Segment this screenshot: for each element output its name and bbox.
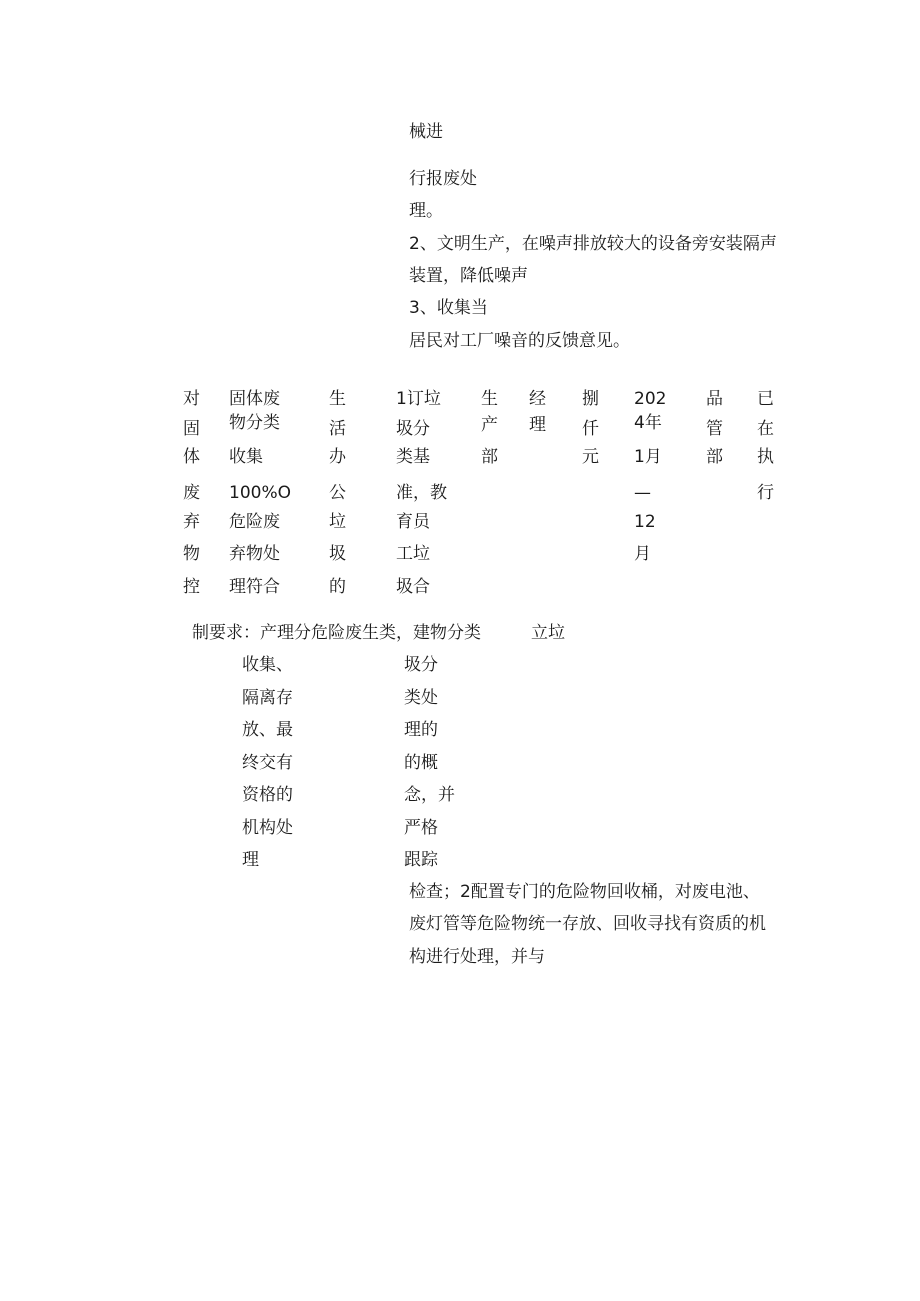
- table-cell: 的: [329, 577, 346, 597]
- text-line: 理的: [404, 720, 438, 740]
- table-cell: 圾合: [396, 577, 430, 597]
- table-cell: 弃物处: [229, 544, 280, 564]
- table-cell: 弃: [183, 512, 200, 532]
- table-cell: 工垃: [396, 544, 430, 564]
- table-cell: 控: [183, 577, 200, 597]
- text-line: 终交有: [242, 753, 293, 773]
- text-line: 严格: [404, 818, 438, 838]
- table-cell: 垃: [329, 512, 346, 532]
- table-cell: 固体废: [229, 389, 280, 409]
- text-line: 收集、: [242, 655, 293, 675]
- table-cell: 办: [329, 447, 346, 467]
- text-line: 2、文明生产，在噪声排放较大的设备旁安装隔声: [409, 234, 777, 254]
- text-line: 放、最: [242, 720, 293, 740]
- text-line: 的概: [404, 753, 438, 773]
- text-line: 3、收集当: [409, 298, 488, 318]
- table-cell: 理: [529, 415, 546, 435]
- table-cell: 100%O: [229, 483, 291, 503]
- table-cell: 执: [757, 447, 774, 467]
- table-cell: 部: [706, 447, 723, 467]
- table-cell: 管: [706, 419, 723, 439]
- table-cell: 捌: [582, 389, 599, 409]
- table-cell: 经: [529, 389, 546, 409]
- table-cell: 产: [481, 415, 498, 435]
- table-cell: 物: [183, 544, 200, 564]
- table-cell: 固: [183, 419, 200, 439]
- table-cell: 202: [634, 389, 667, 409]
- table-cell: 体: [183, 447, 200, 467]
- text-line: 检查；2配置专门的危险物回收桶，对废电池、: [409, 882, 760, 902]
- text-line: 居民对工厂噪音的反馈意见。: [409, 331, 630, 351]
- table-cell: 已: [757, 389, 774, 409]
- text-line: 理: [242, 850, 259, 870]
- table-cell: 1订垃: [396, 389, 441, 409]
- table-cell: 活: [329, 419, 346, 439]
- table-cell: 月: [634, 544, 651, 564]
- table-cell: 仟: [582, 419, 599, 439]
- table-cell: 危险废: [229, 512, 280, 532]
- text-line: 机构处: [242, 818, 293, 838]
- text-line: 废灯管等危险物统一存放、回收寻找有资质的机: [409, 914, 766, 934]
- table-cell: 圾: [329, 544, 346, 564]
- text-line: 理。: [409, 201, 443, 221]
- table-cell: 收集: [229, 447, 263, 467]
- table-cell: 生: [481, 389, 498, 409]
- table-cell: 圾分: [396, 419, 430, 439]
- table-cell: 在: [757, 419, 774, 439]
- text-line: 类处: [404, 688, 438, 708]
- table-cell: 行: [757, 483, 774, 503]
- table-cell: 物分类: [229, 413, 280, 433]
- table-cell: 12: [634, 512, 656, 532]
- table-cell: 公: [329, 483, 346, 503]
- text-line: 械进: [409, 122, 443, 142]
- text-line: 隔离存: [242, 688, 293, 708]
- text-line: 念，并: [404, 785, 455, 805]
- table-cell: 1月: [634, 447, 662, 467]
- table-cell: 类基: [396, 447, 430, 467]
- text-line: 行报废处: [409, 169, 477, 189]
- text-line: 立垃: [531, 623, 565, 643]
- text-line: 构进行处理，并与: [409, 947, 545, 967]
- text-line: 跟踪: [404, 850, 438, 870]
- text-line: 圾分: [404, 655, 438, 675]
- table-cell: 育员: [396, 512, 430, 532]
- table-cell: 理符合: [229, 577, 280, 597]
- text-line: 制要求：产理分危险废生类，建物分类: [192, 623, 481, 643]
- table-cell: 废: [183, 483, 200, 503]
- text-line: 资格的: [242, 785, 293, 805]
- table-cell: 对: [183, 389, 200, 409]
- table-cell: —: [634, 483, 651, 503]
- table-cell: 部: [481, 447, 498, 467]
- table-cell: 元: [582, 447, 599, 467]
- table-cell: 生: [329, 389, 346, 409]
- table-cell: 4年: [634, 413, 662, 433]
- text-line: 装置，降低噪声: [409, 266, 528, 286]
- table-cell: 准，教: [396, 483, 447, 503]
- table-cell: 品: [706, 389, 723, 409]
